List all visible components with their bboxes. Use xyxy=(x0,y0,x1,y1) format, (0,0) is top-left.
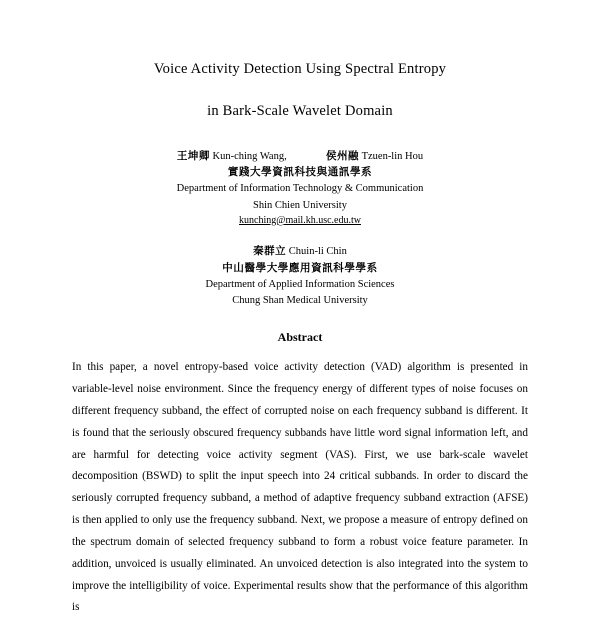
title-line-2: in Bark-Scale Wavelet Domain xyxy=(207,103,393,120)
author2-name-roman: Tzuen-lin Hou xyxy=(361,150,424,162)
author-group-primary xyxy=(72,149,528,228)
author3-names-row xyxy=(72,244,528,259)
author2-name-cjk: 侯州融 xyxy=(325,149,359,162)
authors-block xyxy=(72,149,528,308)
affiliation-university: Shin Chien University xyxy=(253,199,347,211)
affiliation-department-cjk: 實踐大學資訊科技與通訊學系 xyxy=(227,166,373,179)
author-email-link[interactable]: kunching@mail.kh.usc.edu.tw xyxy=(239,214,361,226)
affiliation2-university: Chung Shan Medical University xyxy=(232,294,368,306)
author3-name-roman: Chuin-li Chin xyxy=(288,246,347,258)
author3-name-cjk: 秦群立 xyxy=(253,245,287,258)
author1-name-cjk: 王坤卿 xyxy=(176,149,210,162)
author-group-secondary xyxy=(72,244,528,308)
title-line-1: Voice Activity Detection Using Spectral Entropy xyxy=(153,61,447,77)
affiliation2-department-en: Department of Applied Information Sciences xyxy=(205,278,395,290)
affiliation2-department-cjk: 中山醫學大學應用資訊科學學系 xyxy=(222,261,378,274)
abstract-heading: Abstract xyxy=(277,330,323,345)
affiliation-department-en: Department of Information Technology & Communication xyxy=(176,183,424,195)
author1-name-roman: Kun-ching Wang, xyxy=(212,150,287,162)
paper-title xyxy=(72,58,528,123)
author-names-row xyxy=(72,149,528,164)
abstract-paragraph: In this paper, a novel entropy-based voice activity detection (VAD) algorithm is presented in variable-level noise environment. Since the frequency energy of different types of noise focuses on different frequency subband, the effect of corrupted noise on each frequency subband is different. It is found that the seriously obscured frequency subbands have little word signal information left, and are harmful for detecting voice activity segment (VAS). First, we use bark-scale wavelet decomposition (BSWD) to split the input speech into 24 critical subbands. In order to discard the seriously corrupted frequency subband, a method of adaptive frequency subband extraction (AFSE) is then applied to only use the frequency subband. Next, we propose a measure of entropy defined on the spectrum domain of selected frequency subband to form a robust voice feature parameter. In addition, unvoiced is usually eliminated. An unvoiced detection is also integrated into the system to improve the intelligibility of voice. Experimental results show that the performance of this algorithm is xyxy=(72,361,528,614)
